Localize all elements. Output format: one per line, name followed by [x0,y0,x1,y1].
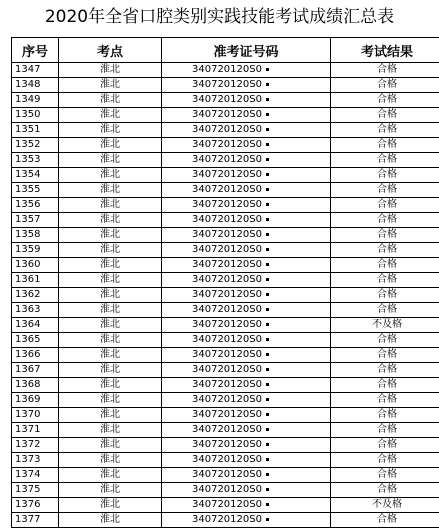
table-row [12,123,439,138]
table-row [12,513,439,528]
exam-result: 合格 [331,168,439,183]
redaction-mark [266,233,269,236]
redaction-mark [266,398,269,401]
table-row [12,138,439,153]
exam-id-cell [162,453,331,468]
exam-id-cell [162,423,331,438]
exam-site: 淮北 [59,258,162,273]
table-row [12,468,439,483]
exam-site: 淮北 [59,333,162,348]
redaction-mark [266,413,269,416]
row-number: 1377 [12,513,59,528]
table-row [12,498,439,513]
row-number: 1361 [12,273,59,288]
exam-id-cell [162,108,331,123]
exam-result: 合格 [331,273,439,288]
exam-id-cell [162,393,331,408]
exam-site: 淮北 [59,453,162,468]
exam-id-cell [162,228,331,243]
exam-result: 合格 [331,93,439,108]
table-row [12,378,439,393]
exam-site: 淮北 [59,318,162,333]
row-number: 1376 [12,498,59,513]
exam-result: 合格 [331,513,439,528]
exam-id-cell [162,213,331,228]
redaction-mark [266,323,269,326]
column-header-result: 考试结果 [331,38,439,63]
exam-id: 340720120S0 [192,259,262,270]
exam-site: 淮北 [59,423,162,438]
exam-id: 340720120S0 [192,454,262,465]
exam-result: 合格 [331,213,439,228]
exam-site: 淮北 [59,78,162,93]
exam-id: 340720120S0 [192,439,262,450]
exam-id: 340720120S0 [192,79,262,90]
exam-site: 淮北 [59,303,162,318]
redaction-mark [266,83,269,86]
row-number: 1370 [12,408,59,423]
redaction-mark [266,128,269,131]
row-number: 1351 [12,123,59,138]
redaction-mark [266,443,269,446]
table-header-row [12,38,439,63]
redaction-mark [266,458,269,461]
redaction-mark [266,503,269,506]
exam-id: 340720120S0 [192,154,262,165]
row-number: 1350 [12,108,59,123]
exam-result: 合格 [331,363,439,378]
row-number: 1374 [12,468,59,483]
redaction-mark [266,353,269,356]
row-number: 1360 [12,258,59,273]
exam-result: 合格 [331,393,439,408]
exam-id-cell [162,138,331,153]
table-row [12,393,439,408]
redaction-mark [266,98,269,101]
exam-site: 淮北 [59,348,162,363]
exam-id: 340720120S0 [192,394,262,405]
exam-result: 合格 [331,423,439,438]
table-row [12,453,439,468]
exam-id: 340720120S0 [192,169,262,180]
exam-site: 淮北 [59,363,162,378]
table-row [12,108,439,123]
exam-id: 340720120S0 [192,484,262,495]
exam-id-cell [162,468,331,483]
row-number: 1353 [12,153,59,168]
row-number: 1352 [12,138,59,153]
exam-site: 淮北 [59,243,162,258]
exam-site: 淮北 [59,108,162,123]
exam-result: 合格 [331,243,439,258]
exam-site: 淮北 [59,198,162,213]
exam-site: 淮北 [59,138,162,153]
exam-id-cell [162,63,331,78]
redaction-mark [266,173,269,176]
exam-id-cell [162,363,331,378]
redaction-mark [266,158,269,161]
table-row [12,228,439,243]
exam-result: 合格 [331,333,439,348]
exam-id: 340720120S0 [192,139,262,150]
exam-site: 淮北 [59,63,162,78]
exam-result: 不及格 [331,498,439,513]
redaction-mark [266,308,269,311]
exam-result: 合格 [331,198,439,213]
redaction-mark [266,293,269,296]
row-number: 1363 [12,303,59,318]
exam-id: 340720120S0 [192,64,262,75]
exam-id: 340720120S0 [192,94,262,105]
exam-id: 340720120S0 [192,109,262,120]
exam-result: 合格 [331,138,439,153]
row-number: 1369 [12,393,59,408]
page-title: 2020年全省口腔类别实践技能考试成绩汇总表 [44,7,395,27]
row-number: 1372 [12,438,59,453]
row-number: 1367 [12,363,59,378]
redaction-mark [266,278,269,281]
exam-result: 合格 [331,378,439,393]
exam-site: 淮北 [59,483,162,498]
exam-id-cell [162,168,331,183]
table-row [12,348,439,363]
exam-id-cell [162,483,331,498]
row-number: 1347 [12,63,59,78]
exam-id: 340720120S0 [192,289,262,300]
row-number: 1365 [12,333,59,348]
exam-site: 淮北 [59,183,162,198]
exam-id-cell [162,498,331,513]
exam-id-cell [162,153,331,168]
table-row [12,78,439,93]
table-row [12,258,439,273]
exam-id-cell [162,378,331,393]
exam-id: 340720120S0 [192,499,262,510]
redaction-mark [266,248,269,251]
redaction-mark [266,368,269,371]
exam-id: 340720120S0 [192,409,262,420]
exam-site: 淮北 [59,153,162,168]
column-header-site: 考点 [59,38,162,63]
table-row [12,273,439,288]
exam-id-cell [162,408,331,423]
exam-id-cell [162,318,331,333]
exam-result: 合格 [331,78,439,93]
table-row [12,243,439,258]
exam-id: 340720120S0 [192,334,262,345]
exam-site: 淮北 [59,393,162,408]
column-header-number: 序号 [12,38,59,63]
row-number: 1356 [12,198,59,213]
exam-site: 淮北 [59,378,162,393]
redaction-mark [266,188,269,191]
table-row [12,198,439,213]
exam-site: 淮北 [59,93,162,108]
column-header-exam-id: 准考证号码 [162,38,331,63]
exam-result: 合格 [331,303,439,318]
redaction-mark [266,113,269,116]
exam-id-cell [162,303,331,318]
table-row [12,303,439,318]
exam-site: 淮北 [59,498,162,513]
table-row [12,483,439,498]
exam-id-cell [162,183,331,198]
exam-result: 合格 [331,153,439,168]
redaction-mark [266,518,269,521]
table-row [12,318,439,333]
redaction-mark [266,428,269,431]
table-row [12,288,439,303]
exam-id: 340720120S0 [192,214,262,225]
exam-id: 340720120S0 [192,364,262,375]
results-table [11,37,439,528]
exam-site: 淮北 [59,273,162,288]
table-row [12,183,439,198]
redaction-mark [266,218,269,221]
exam-site: 淮北 [59,513,162,528]
row-number: 1373 [12,453,59,468]
exam-id: 340720120S0 [192,244,262,255]
redaction-mark [266,473,269,476]
exam-site: 淮北 [59,438,162,453]
exam-id: 340720120S0 [192,379,262,390]
exam-result: 合格 [331,348,439,363]
redaction-mark [266,203,269,206]
exam-result: 合格 [331,483,439,498]
exam-site: 淮北 [59,123,162,138]
table-row [12,63,439,78]
exam-id-cell [162,93,331,108]
exam-id-cell [162,333,331,348]
exam-site: 淮北 [59,288,162,303]
exam-id: 340720120S0 [192,304,262,315]
row-number: 1371 [12,423,59,438]
table-row [12,333,439,348]
table-row [12,93,439,108]
exam-id: 340720120S0 [192,124,262,135]
exam-site: 淮北 [59,168,162,183]
row-number: 1355 [12,183,59,198]
row-number: 1348 [12,78,59,93]
exam-site: 淮北 [59,468,162,483]
exam-id: 340720120S0 [192,184,262,195]
redaction-mark [266,338,269,341]
exam-id-cell [162,78,331,93]
row-number: 1366 [12,348,59,363]
exam-id: 340720120S0 [192,469,262,480]
exam-id-cell [162,288,331,303]
exam-id-cell [162,348,331,363]
exam-result: 合格 [331,228,439,243]
exam-result: 不及格 [331,318,439,333]
exam-result: 合格 [331,408,439,423]
table-row [12,408,439,423]
exam-result: 合格 [331,63,439,78]
row-number: 1364 [12,318,59,333]
row-number: 1375 [12,483,59,498]
exam-id-cell [162,123,331,138]
table-row [12,423,439,438]
row-number: 1357 [12,213,59,228]
exam-id-cell [162,198,331,213]
exam-result: 合格 [331,438,439,453]
row-number: 1368 [12,378,59,393]
redaction-mark [266,263,269,266]
table-row [12,153,439,168]
redaction-mark [266,68,269,71]
row-number: 1359 [12,243,59,258]
exam-result: 合格 [331,468,439,483]
exam-id-cell [162,513,331,528]
row-number: 1354 [12,168,59,183]
row-number: 1358 [12,228,59,243]
exam-id: 340720120S0 [192,424,262,435]
table-row [12,363,439,378]
redaction-mark [266,383,269,386]
redaction-mark [266,488,269,491]
exam-result: 合格 [331,123,439,138]
exam-id: 340720120S0 [192,349,262,360]
row-number: 1349 [12,93,59,108]
exam-id-cell [162,438,331,453]
exam-result: 合格 [331,258,439,273]
exam-result: 合格 [331,108,439,123]
exam-id: 340720120S0 [192,514,262,525]
exam-id-cell [162,273,331,288]
exam-result: 合格 [331,453,439,468]
exam-id: 340720120S0 [192,319,262,330]
table-row [12,438,439,453]
exam-site: 淮北 [59,228,162,243]
table-row [12,168,439,183]
exam-result: 合格 [331,183,439,198]
exam-id: 340720120S0 [192,229,262,240]
exam-site: 淮北 [59,213,162,228]
exam-id-cell [162,243,331,258]
exam-id: 340720120S0 [192,274,262,285]
exam-id: 340720120S0 [192,199,262,210]
exam-id-cell [162,258,331,273]
exam-site: 淮北 [59,408,162,423]
exam-result: 合格 [331,288,439,303]
table-row [12,213,439,228]
redaction-mark [266,143,269,146]
row-number: 1362 [12,288,59,303]
